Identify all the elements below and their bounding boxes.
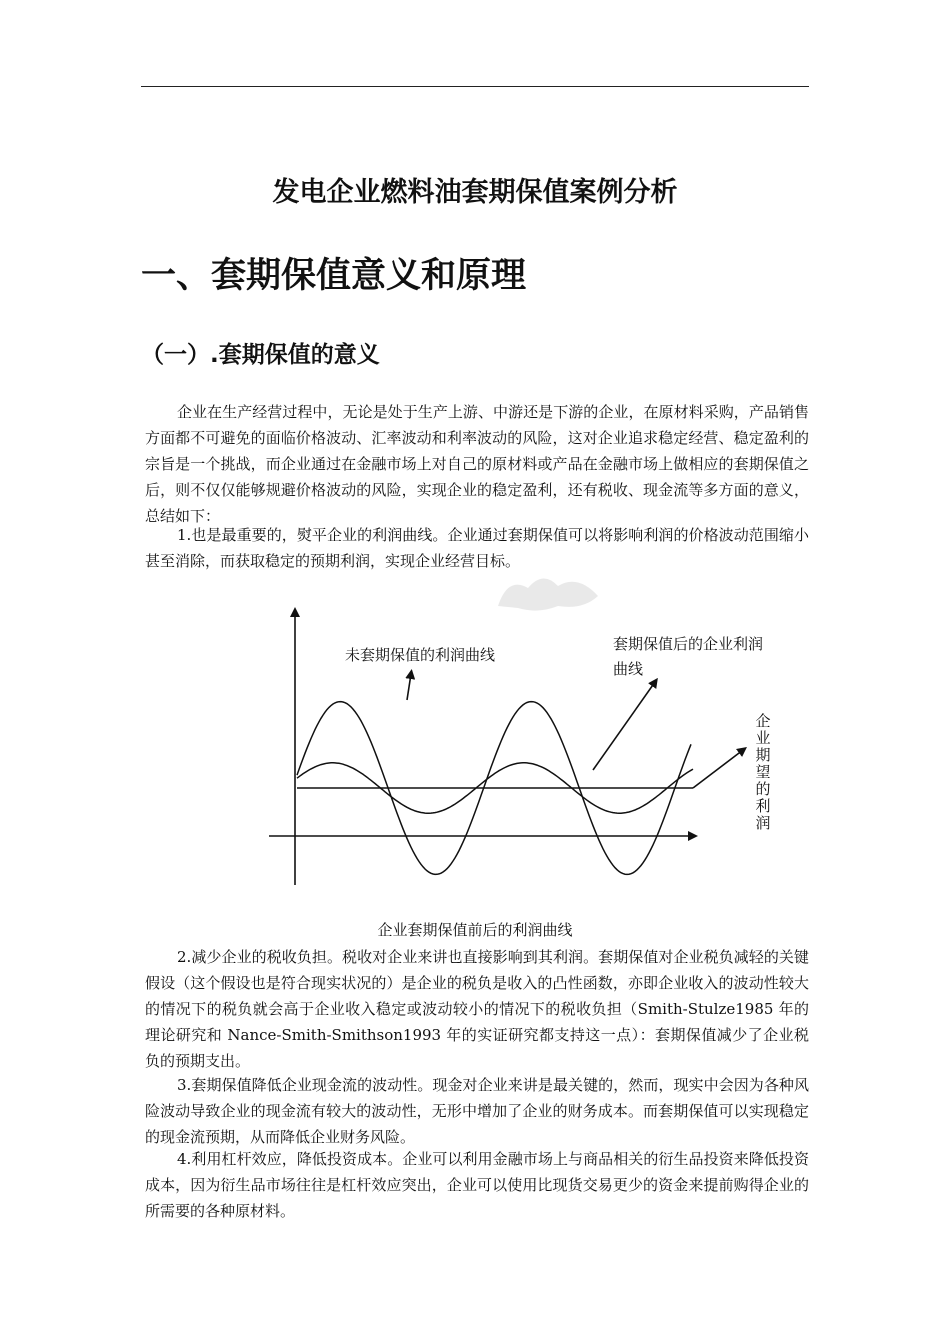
profit-curve-chart <box>255 600 775 900</box>
subsection-heading: （一）.套期保值的意义 <box>141 342 380 368</box>
expected-label-char: 望 <box>755 763 771 781</box>
unhedged-pointer-arrow <box>407 674 411 700</box>
chart-caption: 企业套期保值前后的利润曲线 <box>377 921 573 939</box>
point-2-paragraph: 2.减少企业的税收负担。税收对企业来讲也直接影响到其利润。套期保值对企业税负减轻的关键假设（这个假设也是符合现实状况的）是企业的税负是收入的凸性函数，亦即企业收入的波动性较大的情况下的税负就会高于企业收入稳定或波动较小的情况下的税收负担（Smith-Stulze1985 年的理论研究和 Nance-Smith-Smithson1993 年的实证研究都支持这一点）：套期保值减少了企业税负的预期支出。 <box>145 948 809 1070</box>
hedged-pointer-arrow <box>593 682 655 770</box>
expected-label-char: 期 <box>755 746 771 764</box>
point-1-paragraph: 1.也是最重要的，熨平企业的利润曲线。企业通过套期保值可以将影响利润的价格波动范围缩小甚至消除，而获取稳定的预期利润，实现企业经营目标。 <box>145 526 809 570</box>
expected-label-char: 利 <box>755 797 771 815</box>
hedged-label-line2: 曲线 <box>613 660 644 678</box>
expected-label-char: 企 <box>755 712 771 730</box>
section-heading: 一、套期保值意义和原理 <box>141 256 527 296</box>
header-rule <box>141 86 809 87</box>
point-4-paragraph: 4.利用杠杆效应，降低投资成本。企业可以利用金融市场上与商品相关的衍生品投资来降低投资成本，因为衍生品市场往往是杠杆效应突出，企业可以使用比现货交易更少的资金来提前购得企业的所需要的各种原材料。 <box>145 1150 809 1220</box>
expected-label-char: 业 <box>755 729 771 747</box>
hedged-label-line1: 套期保值后的企业利润 <box>613 635 764 653</box>
expected-pointer-arrow <box>693 750 743 788</box>
intro-paragraph: 企业在生产经营过程中，无论是处于生产上游、中游还是下游的企业，在原材料采购，产品销售方面都不可避免的面临价格波动、汇率波动和利率波动的风险，这对企业追求稳定经营、稳定盈利的宗旨是一个挑战，而企业通过在金融市场上对自己的原材料或产品在金融市场上做相应的套期保值之后，则不仅仅能够规避价格波动的风险，实现企业的稳定盈利，还有税收、现金流等多方面的意义，总结如下： <box>145 403 809 525</box>
unhedged-label: 未套期保值的利润曲线 <box>345 646 496 664</box>
document-title: 发电企业燃料油套期保值案例分析 <box>272 177 678 208</box>
expected-label-char: 润 <box>755 814 771 832</box>
expected-profit-label <box>755 712 770 832</box>
point-3-paragraph: 3.套期保值降低企业现金流的波动性。现金对企业来讲是最关键的，然而，现实中会因为各种风险波动导致企业的现金流有较大的波动性，无形中增加了企业的财务成本。而套期保值可以实现稳定的现金流预期，从而降低企业财务风险。 <box>145 1076 809 1146</box>
expected-label-char: 的 <box>755 780 771 798</box>
